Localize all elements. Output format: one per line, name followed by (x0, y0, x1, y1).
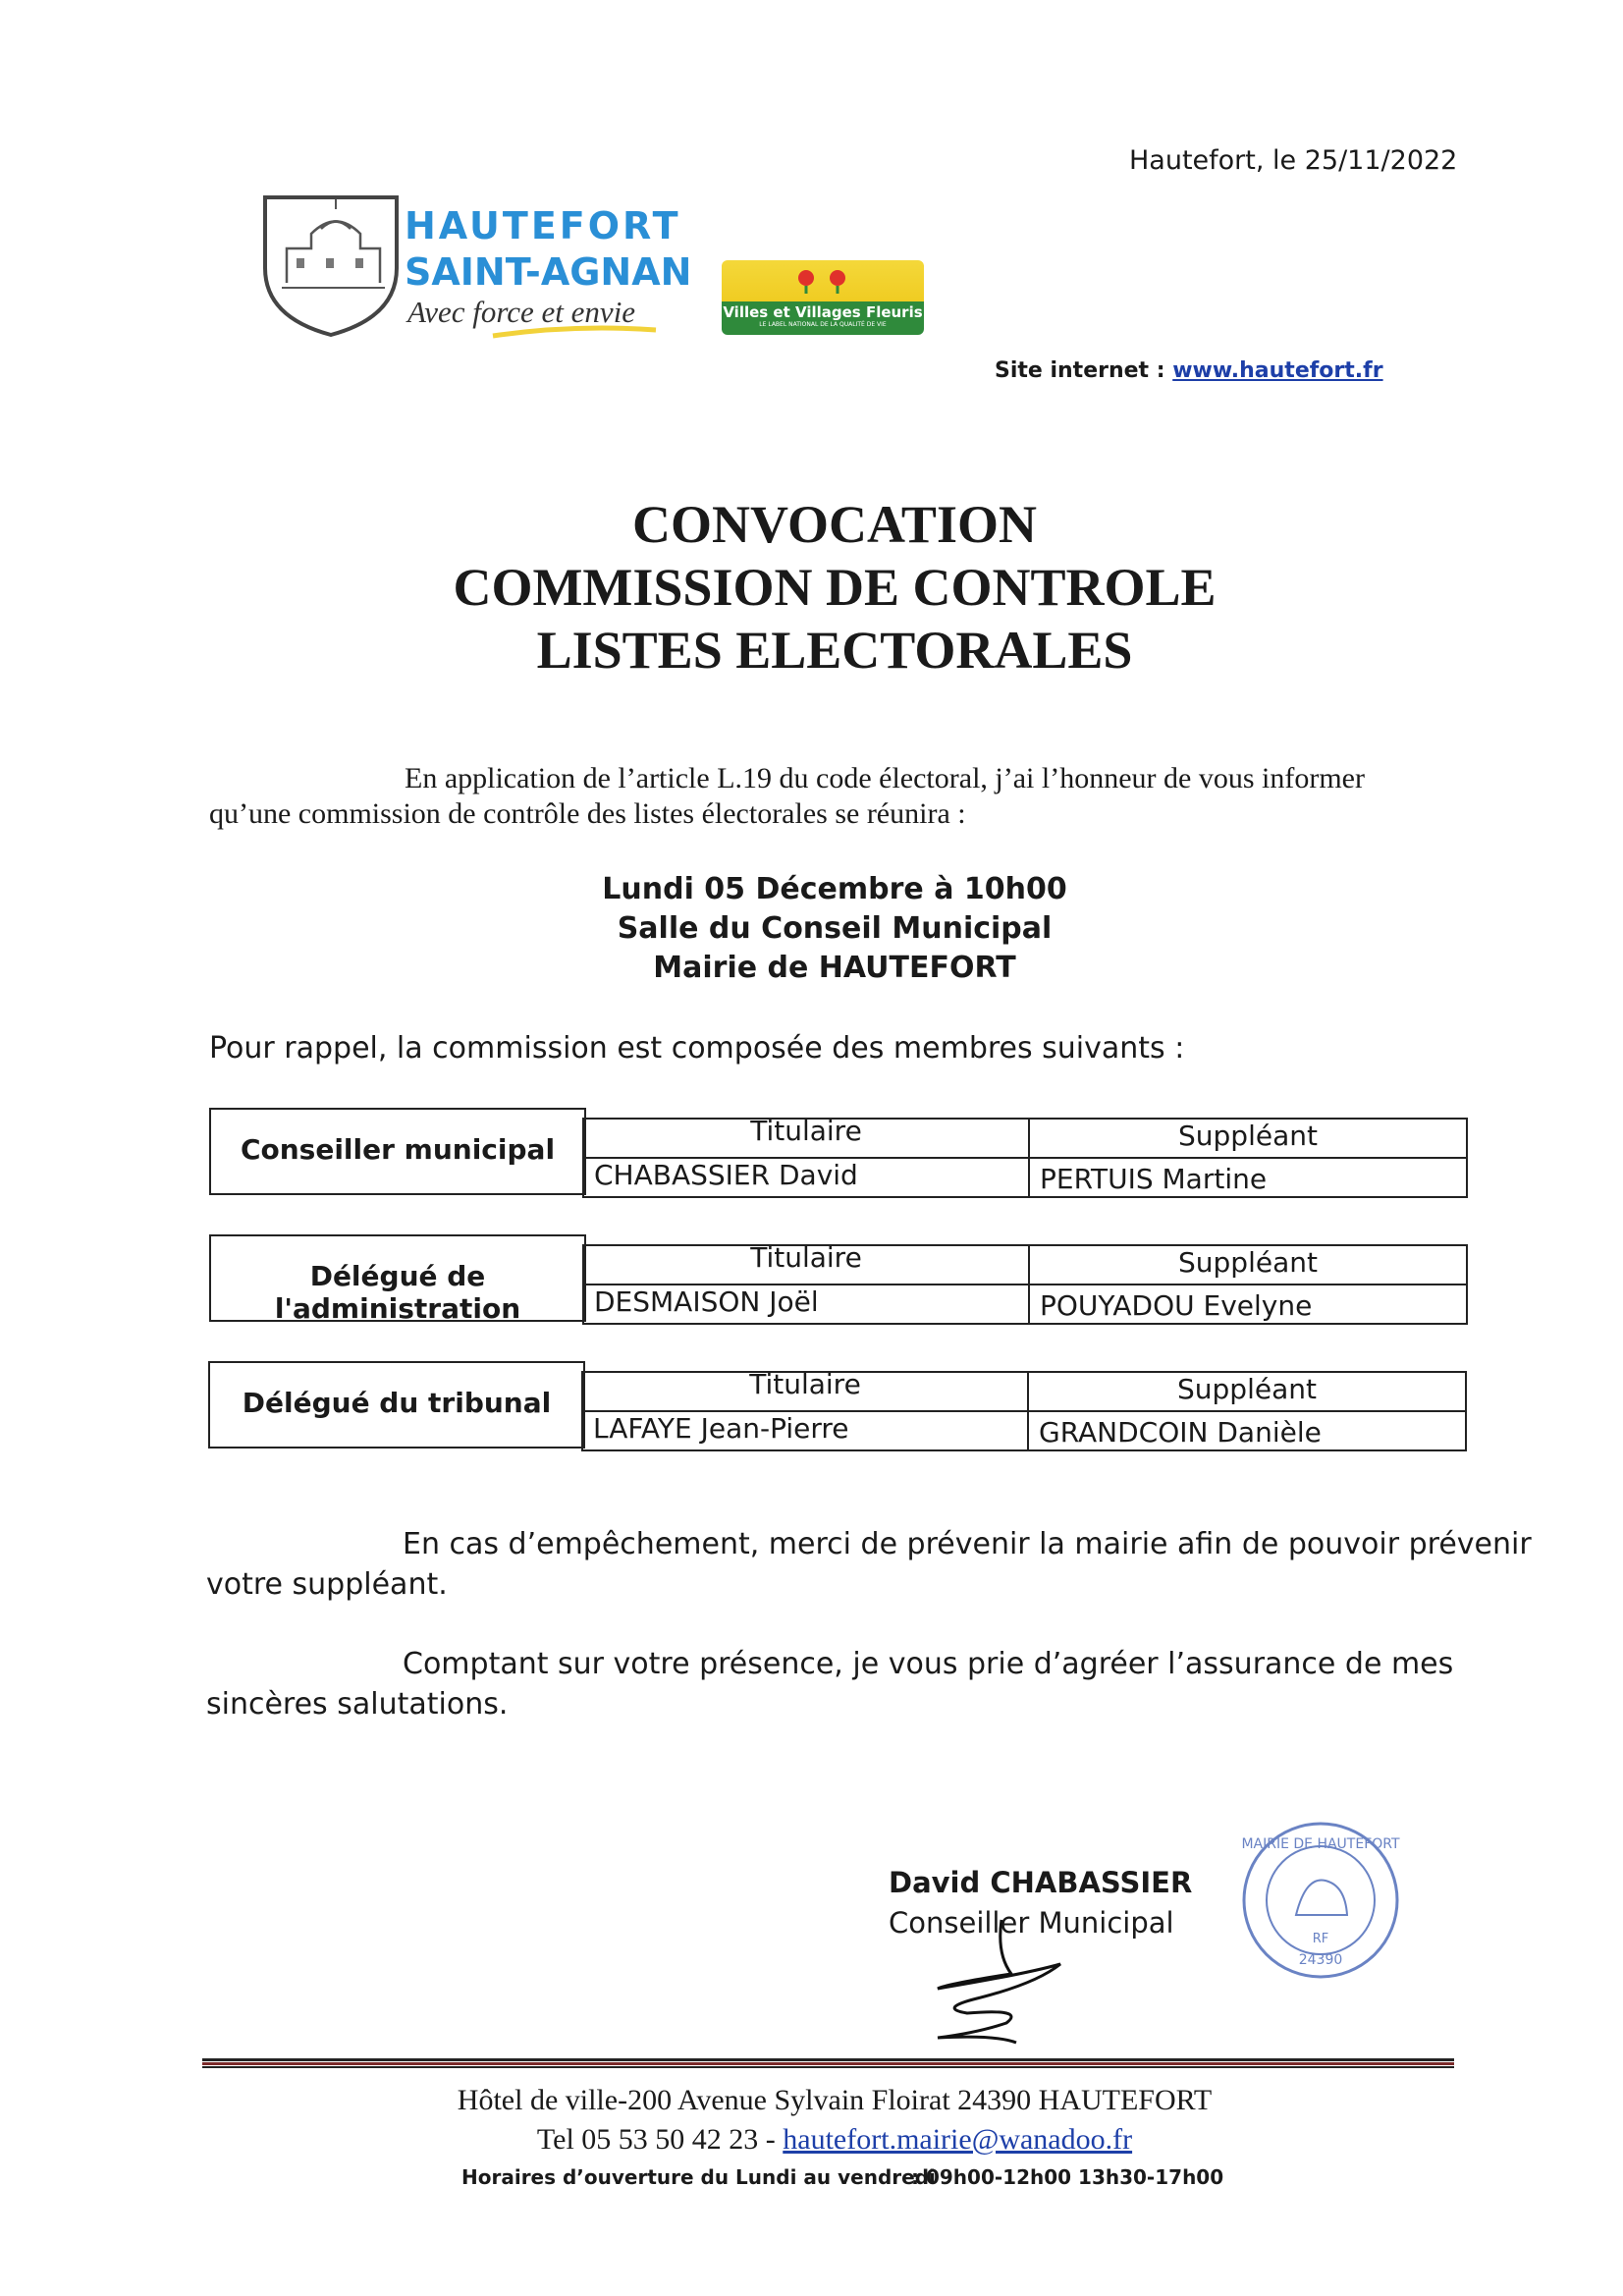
role-box (209, 1108, 586, 1195)
member-table (209, 1108, 1468, 1196)
role-box (208, 1361, 585, 1449)
titulaire-name: CHABASSIER David (594, 1159, 858, 1191)
role-box (209, 1234, 586, 1325)
footer-address: Hôtel de ville-200 Avenue Sylvain Floirat 24390 HAUTEFORT (457, 2084, 1213, 2116)
meeting-date-time: Lundi 05 Décembre à 10h00 (602, 872, 1067, 906)
footer-email-link[interactable]: hautefort.mairie@wanadoo.fr (783, 2123, 1133, 2156)
suppleant-header: Suppléant (1177, 1373, 1317, 1405)
website-label: Site internet : (995, 358, 1165, 383)
stamp-text-mid: RF (1312, 1932, 1329, 1946)
footer-rule (202, 2058, 1454, 2068)
logo-motto: Avec force et envie (407, 295, 636, 329)
mairie-stamp (1237, 1817, 1404, 1984)
logo-swoosh (491, 324, 658, 340)
member-grid (582, 1115, 1468, 1198)
footer-hours: : 09h00-12h00 13h30-17h00 (911, 2165, 1224, 2189)
intro-line2: qu’une commission de contrôle des listes électorales se réunira : (209, 797, 966, 830)
flowers-icon (788, 266, 857, 296)
titulaire-header: Titulaire (750, 1115, 862, 1147)
titulaire-header: Titulaire (749, 1368, 861, 1400)
paragraph-closing-line1: Comptant sur votre présence, je vous prie d’agréer l’assurance de mes (403, 1647, 1454, 1681)
letter-date: Hautefort, le 25/11/2022 (1129, 145, 1458, 176)
hautefort-shield-logo (257, 190, 405, 339)
member-grid (582, 1241, 1468, 1325)
document-title-line3: LISTES ELECTORALES (536, 621, 1133, 680)
stamp-text-top: MAIRIE DE HAUTEFORT (1241, 1836, 1400, 1852)
logo-hautefort-text: HAUTEFORT (405, 204, 681, 247)
stamp-text-bottom: 24390 (1298, 1952, 1343, 1968)
fleurs-sublabel: LE LABEL NATIONAL DE LA QUALITÉ DE VIE (759, 321, 887, 328)
suppleant-name: PERTUIS Martine (1040, 1163, 1268, 1195)
suppleant-name: POUYADOU Evelyne (1040, 1289, 1313, 1322)
logo-saint-agnan-text: SAINT-AGNAN (405, 250, 692, 294)
paragraph-closing-line2: sincères salutations. (206, 1687, 509, 1722)
villes-villages-fleuris-logo (722, 260, 924, 335)
titulaire-name: DESMAISON Joël (594, 1285, 819, 1318)
titulaire-name: LAFAYE Jean-Pierre (593, 1412, 849, 1445)
role-label: Délégué du tribunal (242, 1387, 552, 1419)
members-intro: Pour rappel, la commission est composée des membres suivants : (209, 1031, 1185, 1066)
footer-hours-label: Horaires d’ouverture du Lundi au vendredi (461, 2165, 936, 2189)
role-label: Conseiller municipal (240, 1133, 556, 1166)
document-title: CONVOCATION (632, 495, 1037, 554)
member-table (209, 1234, 1468, 1323)
titulaire-header: Titulaire (750, 1241, 862, 1274)
footer-contact (0, 2123, 1623, 2157)
member-grid (581, 1368, 1467, 1451)
intro-line1: En application de l’article L.19 du code électoral, j’ai l’honneur de vous informer (405, 762, 1365, 794)
website-line (995, 358, 1383, 383)
member-table (208, 1361, 1467, 1449)
suppleant-header: Suppléant (1178, 1120, 1318, 1152)
suppleant-name: GRANDCOIN Danièle (1039, 1416, 1322, 1449)
website-link[interactable]: www.hautefort.fr (1172, 358, 1383, 383)
signatory-role: Conseiller Municipal (889, 1906, 1174, 1940)
role-label: Délégué de l'administration (274, 1260, 521, 1325)
fleurs-label: Villes et Villages Fleuris (723, 303, 923, 321)
document-title-line2: COMMISSION DE CONTROLE (453, 558, 1217, 617)
paragraph-absence-line2: votre suppléant. (206, 1567, 448, 1602)
handwritten-signature (918, 1915, 1085, 2052)
meeting-place: Mairie de HAUTEFORT (653, 951, 1016, 985)
suppleant-header: Suppléant (1178, 1246, 1318, 1279)
meeting-room: Salle du Conseil Municipal (617, 911, 1053, 946)
footer-phone: Tel 05 53 50 42 23 - (536, 2123, 784, 2156)
signatory-name: David CHABASSIER (889, 1866, 1193, 1899)
paragraph-absence-line1: En cas d’empêchement, merci de prévenir la mairie afin de pouvoir prévenir (403, 1527, 1532, 1561)
